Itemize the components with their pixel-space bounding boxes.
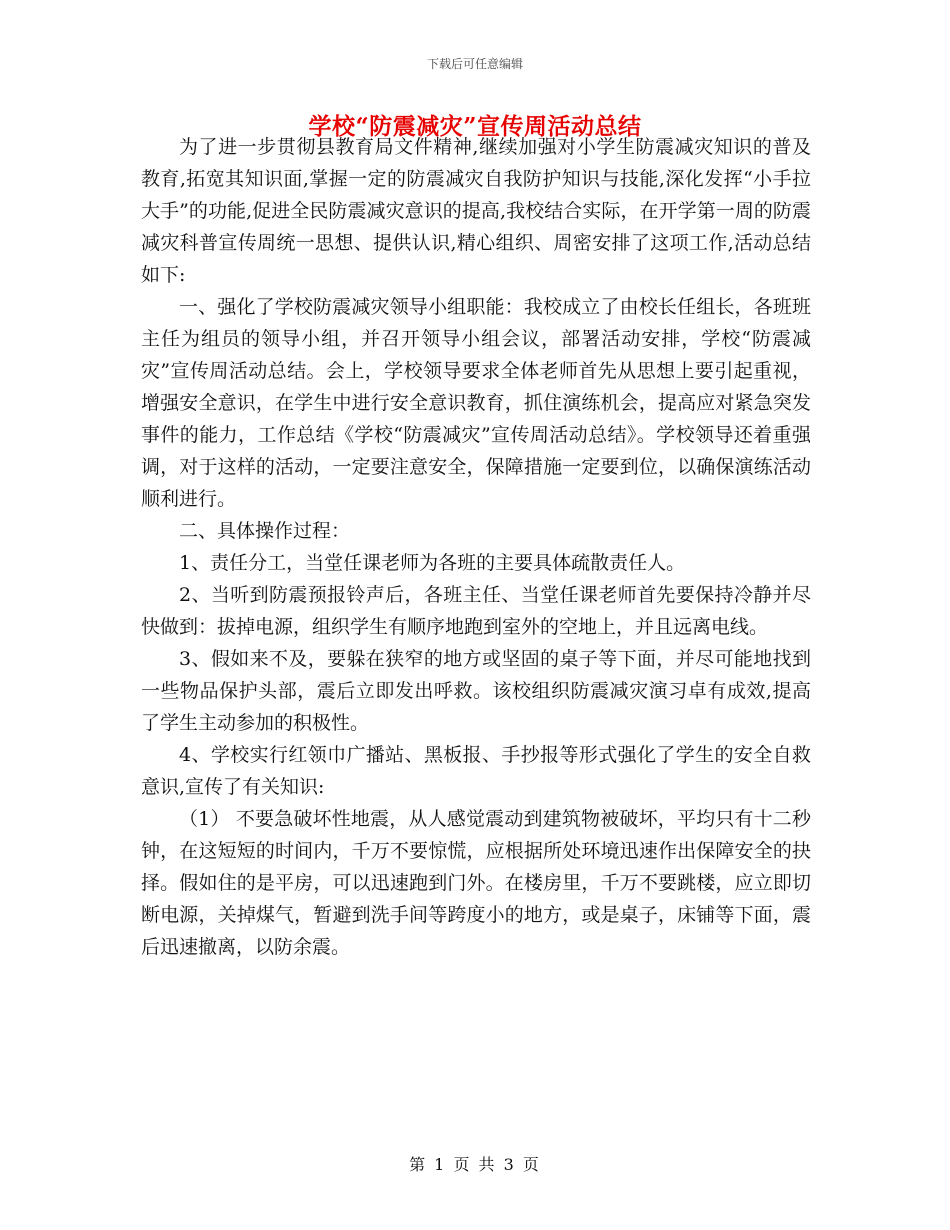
paragraph-subitem-1: （1） 不要急破坏性地震，从人感觉震动到建筑物被破坏，平均只有十二秒钟，在这短短的时间内，千万不要惊慌，应根据所处环境迅速作出保障安全的抉择。假如住的是平房，可以迅速跑到门外。在楼房里，千万不要跳楼，应立即切断电源，关掉煤气，暂避到洗手间等跨度小的地方，或是桌子，床铺等下面，震后迅速撤离，以防余震。 [141,808,811,958]
paragraph-intro: 为了进一步贯彻县教育局文件精神,继续加强对小学生防震减灾知识的普及教育,拓宽其知识面,掌握一定的防震减灾自我防护知识与技能,深化发挥“小手拉大手”的功能,促进全民防震减灾意识的提高,我校结合实际，在开学第一周的防震减灾科普宣传周统一思想、提供认识,精心组织、周密安排了这项工作,活动总结如下: [141,136,811,286]
paragraph-item-3: 3、假如来不及，要躲在狭窄的地方或坚固的桌子等下面，并尽可能地找到一些物品保护头部，震后立即发出呼救。该校组织防震减灾演习卓有成效,提高了学生主动参加的积极性。 [141,648,811,734]
page-footer: 第 1 页 共 3 页 [409,1155,541,1174]
document-title: 学校“防震减灾”宣传周活动总结 [308,113,642,140]
header-note: 下载后可任意编辑 [426,57,523,71]
paragraph-item-2: 2、当听到防震预报铃声后，各班主任、当堂任课老师首先要保持冷静并尽快做到：拔掉电源，组织学生有顺序地跑到室外的空地上，并且远离电线。 [141,584,811,638]
paragraph-item-1: 1、责任分工，当堂任课老师为各班的主要具体疏散责任人。 [179,552,686,574]
paragraph-item-4: 4、学校实行红领巾广播站、黑板报、手抄报等形式强化了学生的安全自救意识,宣传了有关知识: [141,744,811,798]
document-body [141,131,811,963]
paragraph-section-1: 一、强化了学校防震减灾领导小组职能：我校成立了由校长任组长，各班班主任为组员的领导小组，并召开领导小组会议，部署活动安排，学校“防震减灾”宣传周活动总结。会上，学校领导要求全体老师首先从思想上要引起重视，增强安全意识，在学生中进行安全意识教育，抓住演练机会，提高应对紧急突发事件的能力，工作总结《学校“防震减灾”宣传周活动总结》。学校领导还着重强调，对于这样的活动，一定要注意安全，保障措施一定要到位，以确保演练活动顺利进行。 [141,296,811,510]
paragraph-section-2-heading: 二、具体操作过程： [179,520,351,542]
